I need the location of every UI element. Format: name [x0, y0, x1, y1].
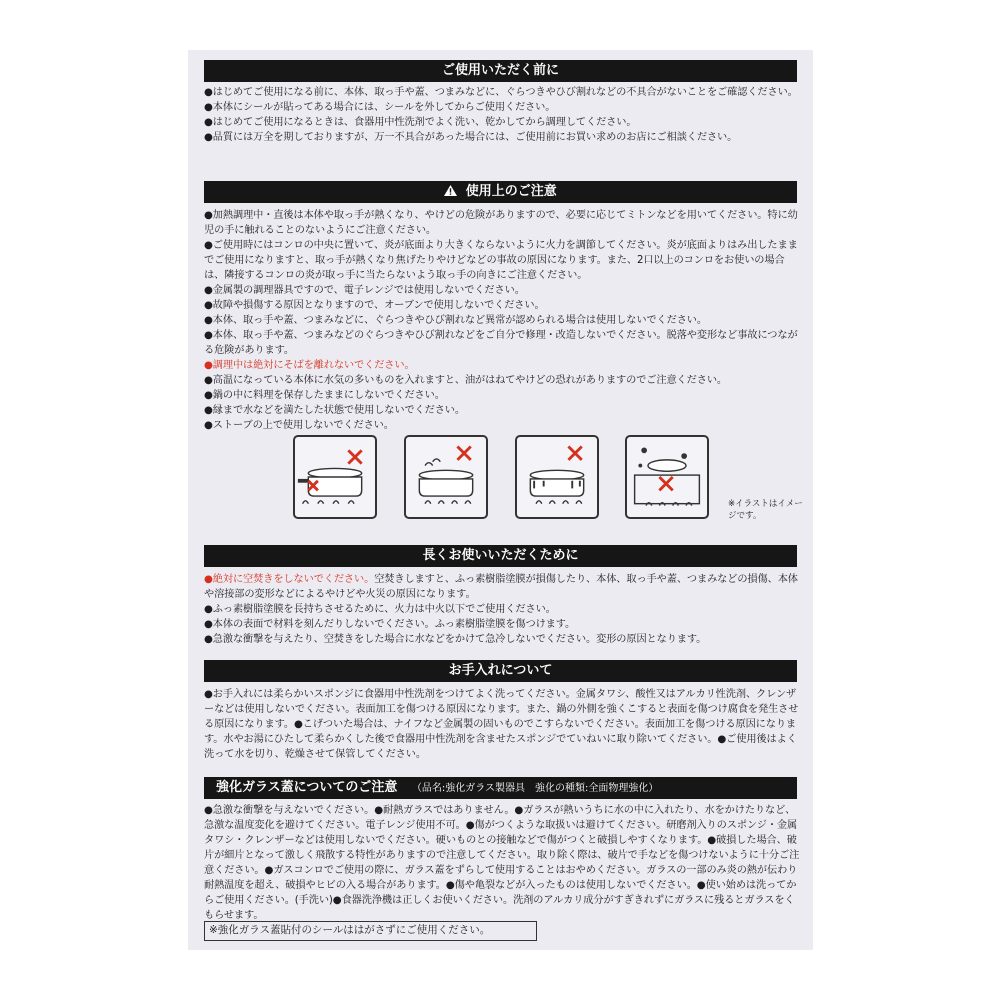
list-item: ●本体、取っ手や蓋、つまみなどのぐらつきやひび割れなどをご自分で修理・改造しないでください。脱落や変形など事故につながる危険があります。	[204, 330, 798, 356]
care-text	[204, 687, 801, 762]
list-item: ●縁まで水などを満たした状態で使用しないでください。	[204, 405, 465, 416]
list-item: ●はじめてご使用になるときは、食器用中性洗剤でよく洗い、乾かしてから調理してください。	[204, 117, 637, 128]
section-header-before-use	[204, 60, 797, 82]
list-item: ●本体にシールが貼ってある場合には、シールを外してからご使用ください。	[204, 102, 556, 113]
section-title: 長くお使いいただくために	[422, 548, 579, 563]
instruction-sheet	[188, 50, 813, 950]
list-item: ●本体、取っ手や蓋、つまみなどに、ぐらつきやひび割れなど異常が認められる場合は使用しないでください。	[204, 315, 707, 326]
list-item: ●高温になっている本体に水気の多いものを入れますと、油がはねてやけどの恐れがありますのでご注意ください。	[204, 375, 727, 386]
long-use-list	[204, 572, 801, 647]
red-warning-text: ●絶対に空焚きをしないでください。	[204, 574, 375, 585]
list-item: ●ご使用時にはコンロの中央に置いて、炎が底面より大きくならないように火力を調節してください。炎が底面よりはみ出したままでご使用になりますと、取っ手が熱くなり焦げたりやけどなどの事故の原因になります。また、2口以上のコンロをお使いの場合は、隣接するコンロの炎が取っ手に当たらないよう取っ手の向きにご注意ください。	[204, 240, 798, 281]
illustration-note: ※イラストはイメージです。	[728, 499, 803, 521]
before-use-list	[204, 85, 801, 145]
section-title: ご使用いただく前に	[441, 63, 559, 78]
section-title: お手入れについて	[448, 663, 553, 678]
pot-lid-hot-icon	[404, 435, 488, 519]
pot-overflow-icon	[515, 435, 599, 519]
list-item: ●ストーブの上で使用しないでください。	[204, 420, 394, 431]
list-item: ●故障や損傷する原因となりますので、オーブンで使用しないでください。	[204, 300, 545, 311]
list-item-red: ●調理中は絶対にそばを離れないでください。	[204, 360, 415, 371]
warning-triangle-icon	[444, 181, 457, 203]
caution-list	[204, 208, 801, 433]
section-header-caution	[204, 181, 797, 203]
section-title: 強化ガラス蓋についてのご注意	[216, 780, 398, 795]
list-item: ●ふっ素樹脂塗膜を長持ちさせるために、火力は中火以下でご使用ください。	[204, 604, 556, 615]
section-subtitle: （品名:強化ガラス製器具 強化の種類:全面物理強化）	[411, 783, 659, 794]
list-item: ●鍋の中に料理を保存したままにしないでください。	[204, 390, 445, 401]
list-item: ●絶対に空焚きをしないでください。空焚きしますと、ふっ素樹脂塗膜が損傷したり、本体、取っ手や蓋、つまみなどの損傷、本体や溶接部の変形などによるやけどや火災の原因になります。	[204, 574, 798, 600]
section-title: 使用上のご注意	[465, 184, 557, 199]
paragraph: ●急激な衝撃を与えないでください。●耐熱ガラスではありません。●ガラスが熱いうちに水の中に入れたり、水をかけたりなど、急激な温度変化を避けてください。電子レンジ使用不可。●傷がつくような取扱いは避けてください。研磨剤入りのスポンジ・金属タワシ・クレンザーなどは使用しないでください。硬いものとの接触などで傷がつくと破損しやすくなります。●破損した場合、破片が細片となって激しく飛散する特性がありますので注意してください。取り除く際は、破片で手などを傷つけないように十分ご注意ください。●ガスコンロでご使用の際に、ガラス蓋をずらして使用することはおやめください。ガラスの一部のみ炎の熱が伝わり耐熱温度を超え、破損やヒビの入る場合があります。●傷や亀裂などが入ったものは使用しないでください。●使い始めは洗ってからご使用ください。(手洗い)●食器洗浄機は正しくお使いください。洗剤のアルカリ成分がすぎきれずにガラスに残るとガラスをくもらせます。	[204, 805, 800, 921]
list-item: ●はじめてご使用になる前に、本体、取っ手や蓋、つまみなどに、ぐらつきやひび割れなどの不具合がないことをご確認ください。	[204, 87, 798, 98]
list-item: ●急激な衝撃を与えたり、空焚きをした場合に水などをかけて急冷しないでください。変形の原因となります。	[204, 634, 707, 645]
list-item: ●金属製の調理器具ですので、電子レンジでは使用しないでください。	[204, 285, 525, 296]
glass-text	[204, 803, 801, 923]
pot-stove-icon	[625, 435, 709, 519]
list-item: ●品質には万全を期しておりますが、万一不具合があった場合には、ご使用前にお買い求めのお店にご相談ください。	[204, 132, 738, 143]
section-header-care	[204, 660, 797, 682]
pot-flame-handle-icon	[293, 435, 377, 519]
list-item: ●加熱調理中・直後は本体や取っ手が熱くなり、やけどの危険がありますので、必要に応じてミトンなどを用いてください。特に幼児の手に触れることのないようにご注意ください。	[204, 210, 798, 236]
paragraph: ●お手入れには柔らかいスポンジに食器用中性洗剤をつけてよく洗ってください。金属タワシ、酸性又はアルカリ性洗剤、クレンザーなどは使用しないでください。表面加工を傷つける原因になります。また、鍋の外側を強くこすると表面を傷つけ腐食を発生させる原因になります。●こげついた場合は、ナイフなど金属製の固いものでこすらないでください。表面加工を傷つける原因になります。水やお湯にひたして柔らかくした後で食器用中性洗剤を含ませたスポンジでていねいに取り除いてください。●ご使用後はよく洗って水を切り、乾燥させて保管してください。	[204, 689, 799, 760]
section-header-long-use	[204, 545, 797, 567]
list-item: ●本体の表面で材料を刻んだりしないでください。ふっ素樹脂塗膜を傷つけます。	[204, 619, 576, 630]
section-header-glass	[204, 777, 797, 799]
boxed-note: ※強化ガラス蓋貼付のシールははがさずにご使用ください。	[204, 921, 537, 941]
